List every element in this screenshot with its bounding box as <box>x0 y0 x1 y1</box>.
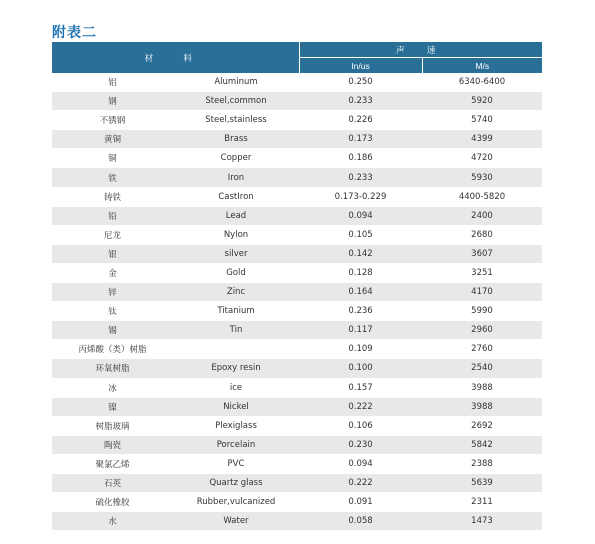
material-cn-cell: 铝 <box>52 73 173 92</box>
header-unit-inus: In/us <box>299 58 422 74</box>
speed-inus-cell: 0.105 <box>299 225 422 244</box>
speed-ms-cell: 3251 <box>422 263 542 282</box>
speed-inus-cell: 0.094 <box>299 454 422 473</box>
speed-inus-cell: 0.173-0.229 <box>299 187 422 206</box>
material-cn-cell: 尼龙 <box>52 225 173 244</box>
table-row <box>52 493 542 512</box>
material-en-cell: Epoxy resin <box>173 359 299 378</box>
speed-ms-cell: 5990 <box>422 302 542 321</box>
table-row <box>52 454 542 473</box>
table-row <box>52 283 542 302</box>
material-cn-cell: 锌 <box>52 283 173 302</box>
material-en-cell: Lead <box>173 206 299 225</box>
speed-ms-cell: 5842 <box>422 435 542 454</box>
material-en-cell: Plexiglass <box>173 416 299 435</box>
material-en-cell: Steel,stainless <box>173 111 299 130</box>
speed-ms-cell: 2400 <box>422 206 542 225</box>
material-en-cell: Copper <box>173 149 299 168</box>
table-row <box>52 340 542 359</box>
table-row <box>52 302 542 321</box>
speed-ms-cell: 4720 <box>422 149 542 168</box>
header-sound-speed: 声 速 <box>299 42 542 58</box>
speed-inus-cell: 0.173 <box>299 130 422 149</box>
material-en-cell: PVC <box>173 454 299 473</box>
speed-inus-cell: 0.236 <box>299 302 422 321</box>
material-cn-cell: 金 <box>52 263 173 282</box>
material-cn-cell: 树脂玻璃 <box>52 416 173 435</box>
speed-inus-cell: 0.128 <box>299 263 422 282</box>
speed-ms-cell: 2540 <box>422 359 542 378</box>
material-cn-cell: 铅 <box>52 206 173 225</box>
speed-ms-cell: 4400-5820 <box>422 187 542 206</box>
material-en-cell <box>173 340 299 359</box>
material-cn-cell: 黄铜 <box>52 130 173 149</box>
material-en-cell: Steel,common <box>173 92 299 111</box>
material-en-cell: CastIron <box>173 187 299 206</box>
speed-ms-cell: 4399 <box>422 130 542 149</box>
table-row <box>52 263 542 282</box>
material-cn-cell: 冰 <box>52 378 173 397</box>
table-row <box>52 512 542 531</box>
material-en-cell: Brass <box>173 130 299 149</box>
table-row <box>52 187 542 206</box>
speed-ms-cell: 5639 <box>422 473 542 492</box>
material-cn-cell: 锡 <box>52 321 173 340</box>
material-en-cell: Water <box>173 512 299 531</box>
material-cn-cell: 石英 <box>52 473 173 492</box>
table-row <box>52 111 542 130</box>
page-title: 附表二 <box>52 25 97 41</box>
material-cn-cell: 铜 <box>52 149 173 168</box>
speed-inus-cell: 0.117 <box>299 321 422 340</box>
material-en-cell: Gold <box>173 263 299 282</box>
table-row <box>52 92 542 111</box>
material-cn-cell: 铸铁 <box>52 187 173 206</box>
table-row <box>52 206 542 225</box>
material-cn-cell: 钢 <box>52 92 173 111</box>
speed-ms-cell: 5930 <box>422 168 542 187</box>
speed-inus-cell: 0.106 <box>299 416 422 435</box>
speed-ms-cell: 3988 <box>422 397 542 416</box>
material-en-cell: Porcelain <box>173 435 299 454</box>
speed-inus-cell: 0.164 <box>299 283 422 302</box>
speed-inus-cell: 0.226 <box>299 111 422 130</box>
material-en-cell: Rubber,vulcanized <box>173 493 299 512</box>
speed-inus-cell: 0.058 <box>299 512 422 531</box>
table-row <box>52 149 542 168</box>
material-cn-cell: 硫化橡胶 <box>52 493 173 512</box>
speed-ms-cell: 2311 <box>422 493 542 512</box>
material-cn-cell: 陶瓷 <box>52 435 173 454</box>
speed-ms-cell: 3607 <box>422 244 542 263</box>
table-row <box>52 168 542 187</box>
speed-inus-cell: 0.109 <box>299 340 422 359</box>
header-material: 材 料 <box>52 42 299 73</box>
table-row <box>52 321 542 340</box>
material-en-cell: silver <box>173 244 299 263</box>
material-cn-cell: 不锈钢 <box>52 111 173 130</box>
table-row <box>52 73 542 92</box>
table-row <box>52 435 542 454</box>
material-en-cell: Zinc <box>173 283 299 302</box>
speed-ms-cell: 2388 <box>422 454 542 473</box>
speed-ms-cell: 2960 <box>422 321 542 340</box>
speed-ms-cell: 5920 <box>422 92 542 111</box>
speed-inus-cell: 0.250 <box>299 73 422 92</box>
table-row <box>52 473 542 492</box>
material-en-cell: ice <box>173 378 299 397</box>
speed-inus-cell: 0.142 <box>299 244 422 263</box>
speed-inus-cell: 0.230 <box>299 435 422 454</box>
table-row <box>52 378 542 397</box>
table-row <box>52 244 542 263</box>
material-cn-cell: 铁 <box>52 168 173 187</box>
header-unit-ms: M/s <box>422 58 542 74</box>
table-row <box>52 130 542 149</box>
material-en-cell: Tin <box>173 321 299 340</box>
table-row <box>52 416 542 435</box>
material-en-cell: Aluminum <box>173 73 299 92</box>
material-cn-cell: 钛 <box>52 302 173 321</box>
material-cn-cell: 丙烯酸（类）树脂 <box>52 340 173 359</box>
speed-inus-cell: 0.091 <box>299 493 422 512</box>
material-cn-cell: 银 <box>52 244 173 263</box>
speed-ms-cell: 2692 <box>422 416 542 435</box>
material-cn-cell: 聚氯乙烯 <box>52 454 173 473</box>
sound-speed-table <box>52 42 542 531</box>
speed-ms-cell: 1473 <box>422 512 542 531</box>
table-row <box>52 225 542 244</box>
speed-inus-cell: 0.222 <box>299 397 422 416</box>
speed-inus-cell: 0.233 <box>299 92 422 111</box>
material-en-cell: Quartz glass <box>173 473 299 492</box>
speed-ms-cell: 3988 <box>422 378 542 397</box>
table-row <box>52 397 542 416</box>
speed-inus-cell: 0.094 <box>299 206 422 225</box>
speed-inus-cell: 0.186 <box>299 149 422 168</box>
speed-inus-cell: 0.233 <box>299 168 422 187</box>
speed-inus-cell: 0.222 <box>299 473 422 492</box>
material-en-cell: Nickel <box>173 397 299 416</box>
material-en-cell: Titanium <box>173 302 299 321</box>
speed-ms-cell: 4170 <box>422 283 542 302</box>
material-en-cell: Nylon <box>173 225 299 244</box>
material-en-cell: Iron <box>173 168 299 187</box>
material-cn-cell: 水 <box>52 512 173 531</box>
material-cn-cell: 环氧树脂 <box>52 359 173 378</box>
speed-inus-cell: 0.157 <box>299 378 422 397</box>
speed-inus-cell: 0.100 <box>299 359 422 378</box>
speed-ms-cell: 5740 <box>422 111 542 130</box>
speed-ms-cell: 6340-6400 <box>422 73 542 92</box>
material-cn-cell: 镍 <box>52 397 173 416</box>
table-row <box>52 359 542 378</box>
speed-ms-cell: 2680 <box>422 225 542 244</box>
speed-ms-cell: 2760 <box>422 340 542 359</box>
